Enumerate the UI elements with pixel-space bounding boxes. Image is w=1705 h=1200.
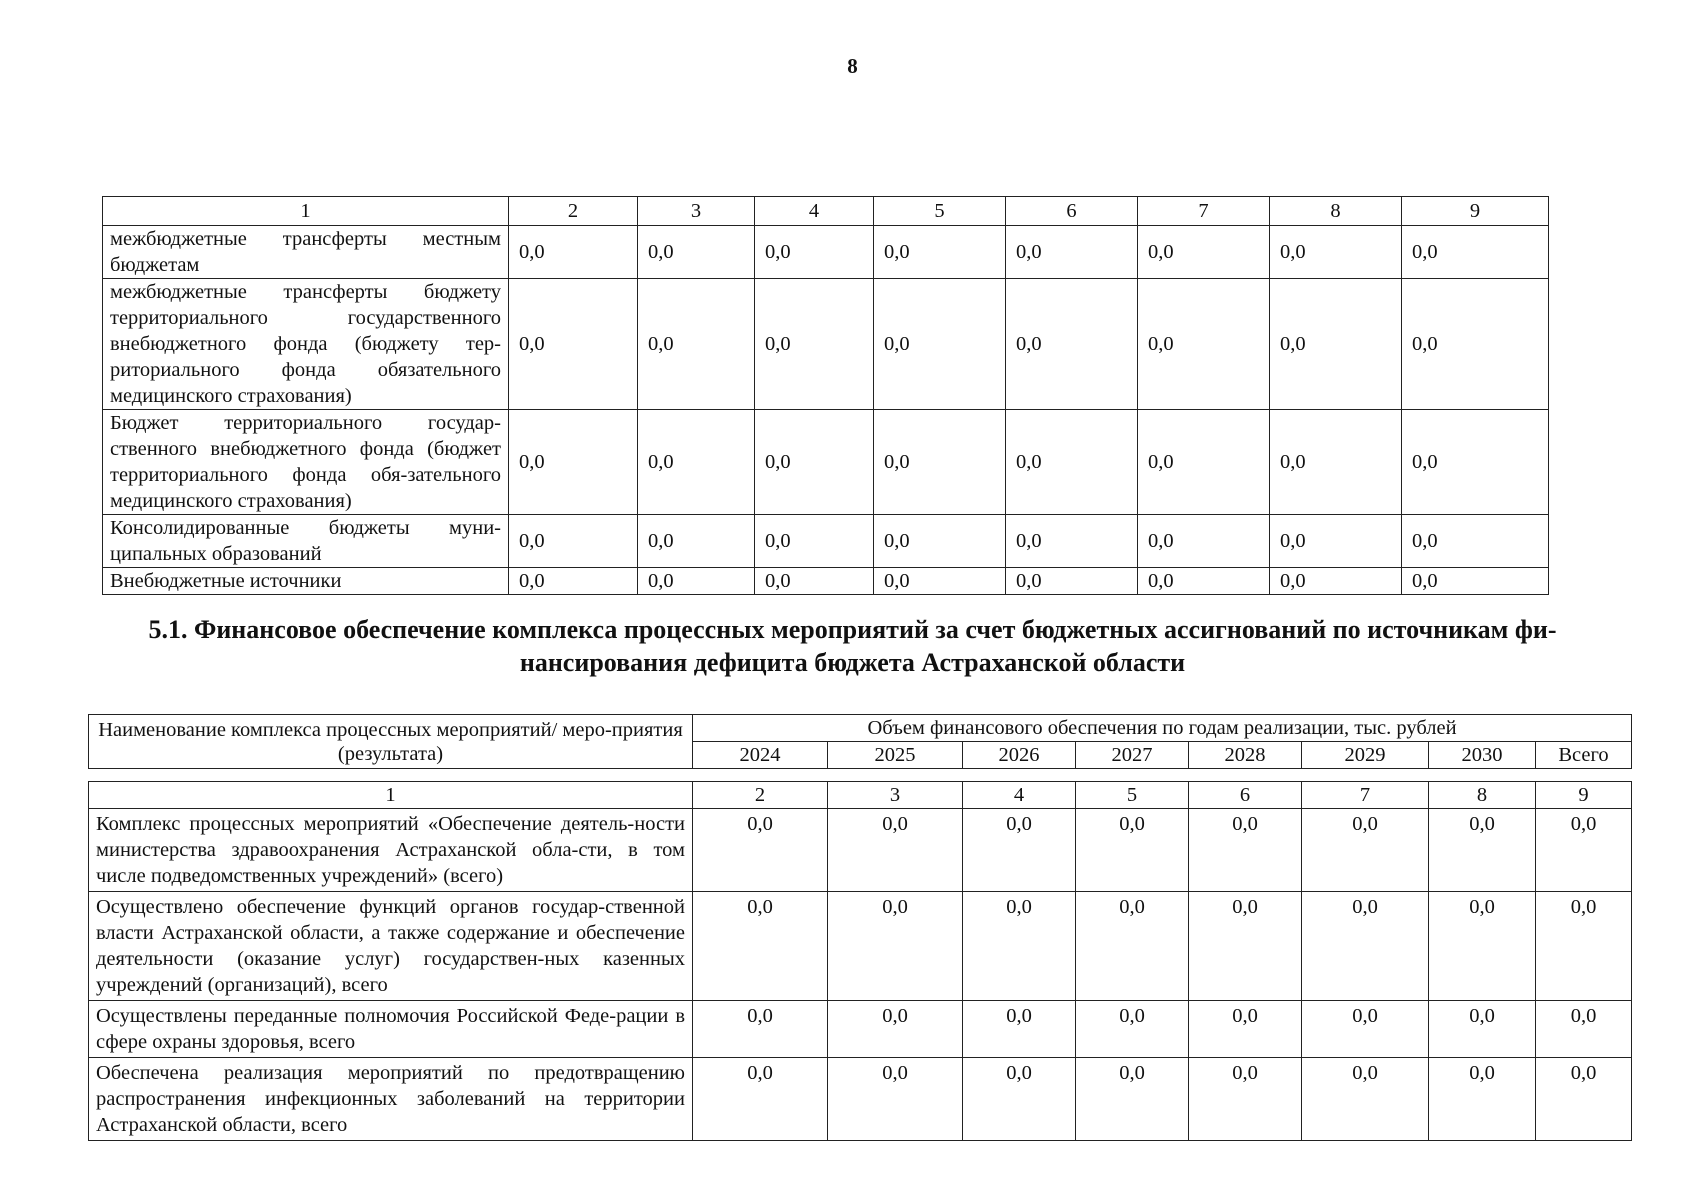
value-cell: 0,0 <box>1302 809 1429 892</box>
value-cell: 0,0 <box>638 410 755 515</box>
row-label: Обеспечена реализация мероприятий по предотвращению распространения инфекционных заболеваний на территории Астраханской области, всего <box>89 1058 693 1141</box>
year-header: 2025 <box>828 742 963 769</box>
year-header: 2026 <box>963 742 1076 769</box>
page-number: 8 <box>847 54 858 78</box>
section-title: 5.1. Финансовое обеспечение комплекса процессных мероприятий за счет бюджетных ассигнований по источникам фи-нансирования дефицита бюджета Астраханской области <box>148 615 1557 677</box>
value-cell: 0,0 <box>1429 1001 1536 1058</box>
column-number: 1 <box>89 782 693 809</box>
column-numbers-row <box>89 782 1632 809</box>
table-row <box>89 1001 1632 1058</box>
value-cell: 0,0 <box>755 279 874 410</box>
year-header: 2028 <box>1189 742 1302 769</box>
value-cell: 0,0 <box>1536 892 1632 1001</box>
value-cell: 0,0 <box>1189 1058 1302 1141</box>
column-number: 7 <box>1302 782 1429 809</box>
table-row <box>103 568 1549 595</box>
volume-header: Объем финансового обеспечения по годам реализации, тыс. рублей <box>693 715 1632 742</box>
value-cell: 0,0 <box>1536 809 1632 892</box>
table-row <box>103 226 1549 279</box>
value-cell: 0,0 <box>1429 809 1536 892</box>
column-number: 3 <box>828 782 963 809</box>
value-cell: 0,0 <box>1138 515 1270 568</box>
value-cell: 0,0 <box>638 515 755 568</box>
value-cell: 0,0 <box>1076 1001 1189 1058</box>
value-cell: 0,0 <box>509 410 638 515</box>
value-cell: 0,0 <box>638 279 755 410</box>
column-number: 2 <box>693 782 828 809</box>
column-number: 6 <box>1189 782 1302 809</box>
value-cell: 0,0 <box>1006 568 1138 595</box>
value-cell: 0,0 <box>755 515 874 568</box>
value-cell: 0,0 <box>828 809 963 892</box>
value-cell: 0,0 <box>509 279 638 410</box>
column-number: 4 <box>963 782 1076 809</box>
value-cell: 0,0 <box>509 568 638 595</box>
value-cell: 0,0 <box>1138 279 1270 410</box>
value-cell: 0,0 <box>1270 279 1402 410</box>
column-number: 4 <box>755 197 874 226</box>
value-cell: 0,0 <box>828 1058 963 1141</box>
year-header: 2027 <box>1076 742 1189 769</box>
header-row <box>89 715 1632 742</box>
table-row <box>103 515 1549 568</box>
value-cell: 0,0 <box>1429 892 1536 1001</box>
value-cell: 0,0 <box>874 226 1006 279</box>
value-cell: 0,0 <box>755 226 874 279</box>
column-number: 8 <box>1270 197 1402 226</box>
value-cell: 0,0 <box>1006 226 1138 279</box>
value-cell: 0,0 <box>1402 568 1549 595</box>
value-cell: 0,0 <box>755 568 874 595</box>
value-cell: 0,0 <box>693 892 828 1001</box>
row-label: Консолидированные бюджеты муни-ципальных образований <box>103 515 509 568</box>
table-row <box>103 279 1549 410</box>
table-row <box>89 1058 1632 1141</box>
value-cell: 0,0 <box>874 515 1006 568</box>
column-number: 5 <box>874 197 1006 226</box>
year-header: 2030 <box>1429 742 1536 769</box>
value-cell: 0,0 <box>874 279 1006 410</box>
value-cell: 0,0 <box>1270 568 1402 595</box>
value-cell: 0,0 <box>1076 1058 1189 1141</box>
funding-sources-table <box>102 196 1549 595</box>
value-cell: 0,0 <box>1189 892 1302 1001</box>
value-cell: 0,0 <box>1270 515 1402 568</box>
value-cell: 0,0 <box>755 410 874 515</box>
financing-table <box>88 781 1632 1141</box>
value-cell: 0,0 <box>509 515 638 568</box>
table-row <box>89 892 1632 1001</box>
column-number: 5 <box>1076 782 1189 809</box>
value-cell: 0,0 <box>693 1001 828 1058</box>
value-cell: 0,0 <box>1189 1001 1302 1058</box>
row-label: межбюджетные трансферты местным бюджетам <box>103 226 509 279</box>
value-cell: 0,0 <box>1006 515 1138 568</box>
value-cell: 0,0 <box>1302 892 1429 1001</box>
value-cell: 0,0 <box>1536 1001 1632 1058</box>
value-cell: 0,0 <box>874 568 1006 595</box>
table1-header-row <box>103 197 1549 226</box>
column-number: 2 <box>509 197 638 226</box>
value-cell: 0,0 <box>1270 410 1402 515</box>
value-cell: 0,0 <box>1006 279 1138 410</box>
value-cell: 0,0 <box>693 809 828 892</box>
value-cell: 0,0 <box>1402 515 1549 568</box>
value-cell: 0,0 <box>1402 226 1549 279</box>
row-label: Осуществлены переданные полномочия Российской Феде-рации в сфере охраны здоровья, всего <box>89 1001 693 1058</box>
value-cell: 0,0 <box>963 1001 1076 1058</box>
value-cell: 0,0 <box>638 226 755 279</box>
value-cell: 0,0 <box>638 568 755 595</box>
value-cell: 0,0 <box>1138 226 1270 279</box>
column-number: 6 <box>1006 197 1138 226</box>
column-number: 7 <box>1138 197 1270 226</box>
value-cell: 0,0 <box>874 410 1006 515</box>
row-label: межбюджетные трансферты бюджету территориального государственного внебюджетного фонда (бюджету тер-риториального фонда обязательного медицинского страхования) <box>103 279 509 410</box>
value-cell: 0,0 <box>963 809 1076 892</box>
value-cell: 0,0 <box>1270 226 1402 279</box>
value-cell: 0,0 <box>693 1058 828 1141</box>
value-cell: 0,0 <box>963 892 1076 1001</box>
value-cell: 0,0 <box>1138 568 1270 595</box>
table-row <box>103 410 1549 515</box>
value-cell: 0,0 <box>828 1001 963 1058</box>
row-label: Осуществлено обеспечение функций органов государ-ственной власти Астраханской области, а также содержание и обеспечение деятельности (оказание услуг) государствен-ных казенных учреждений (организаций), всего <box>89 892 693 1001</box>
value-cell: 0,0 <box>1402 410 1549 515</box>
value-cell: 0,0 <box>828 892 963 1001</box>
name-column-header: Наименование комплекса процессных мероприятий/ меро-приятия (результата) <box>89 715 693 769</box>
column-number: 8 <box>1429 782 1536 809</box>
value-cell: 0,0 <box>963 1058 1076 1141</box>
column-number: 1 <box>103 197 509 226</box>
value-cell: 0,0 <box>1536 1058 1632 1141</box>
row-label: Бюджет территориального государ-ственного внебюджетного фонда (бюджет территориального фонда обя-зательного медицинского страхования) <box>103 410 509 515</box>
financing-table-header <box>88 714 1632 769</box>
value-cell: 0,0 <box>1076 892 1189 1001</box>
value-cell: 0,0 <box>1076 809 1189 892</box>
column-number: 9 <box>1402 197 1549 226</box>
row-label: Комплекс процессных мероприятий «Обеспечение деятель-ности министерства здравоохранения Астраханской обла-сти, в том числе подведомственных учреждений» (всего) <box>89 809 693 892</box>
value-cell: 0,0 <box>1138 410 1270 515</box>
value-cell: 0,0 <box>1429 1058 1536 1141</box>
value-cell: 0,0 <box>509 226 638 279</box>
value-cell: 0,0 <box>1302 1001 1429 1058</box>
column-number: 9 <box>1536 782 1632 809</box>
value-cell: 0,0 <box>1302 1058 1429 1141</box>
table-row <box>89 809 1632 892</box>
value-cell: 0,0 <box>1402 279 1549 410</box>
column-number: 3 <box>638 197 755 226</box>
value-cell: 0,0 <box>1006 410 1138 515</box>
year-header: 2029 <box>1302 742 1429 769</box>
value-cell: 0,0 <box>1189 809 1302 892</box>
year-header: 2024 <box>693 742 828 769</box>
row-label: Внебюджетные источники <box>103 568 509 595</box>
total-header: Всего <box>1536 742 1632 769</box>
